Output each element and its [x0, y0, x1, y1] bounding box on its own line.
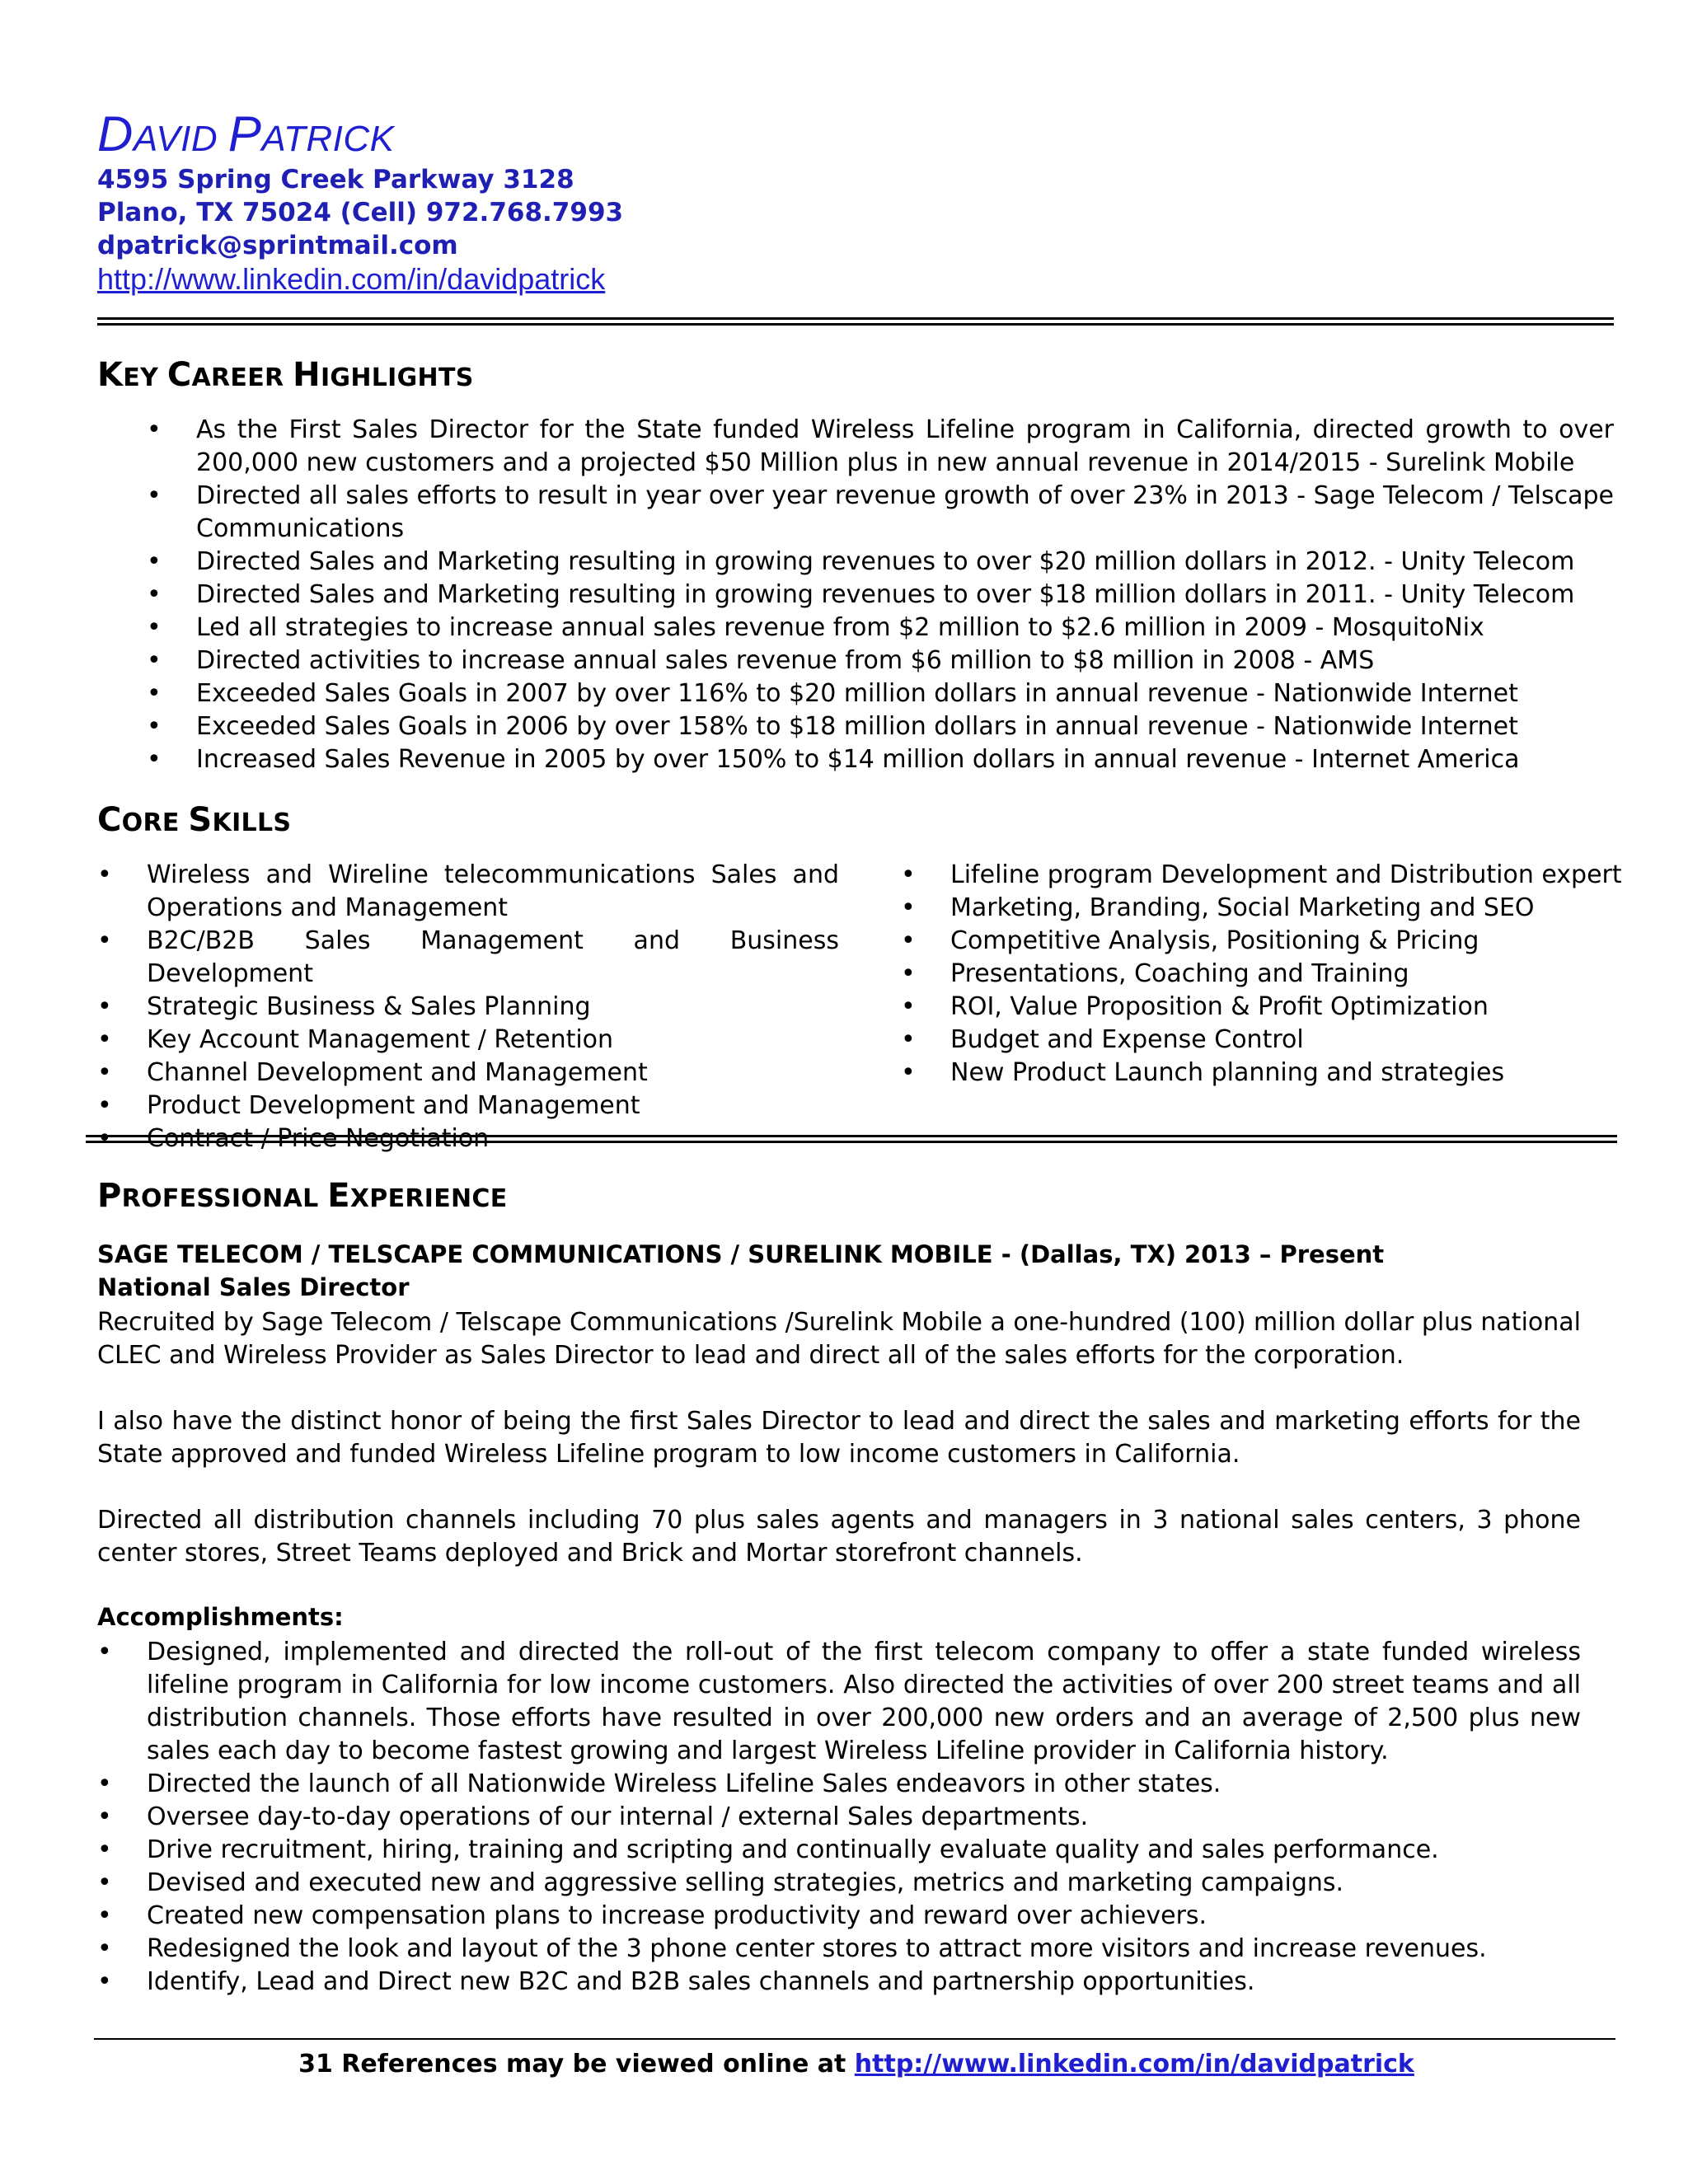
skills-list-right	[901, 859, 1626, 1090]
accomplishment-item	[97, 1933, 1581, 1966]
skill-item-text: ROI, Value Proposition & Profit Optimization	[950, 992, 1489, 1021]
skill-item-text: Marketing, Branding, Social Marketing and SEO	[950, 893, 1535, 922]
email-address: dpatrick@sprintmail.com	[97, 231, 458, 260]
bullet-icon: •	[901, 1025, 916, 1054]
bullet-icon: •	[901, 893, 916, 922]
highlight-item	[147, 612, 1614, 644]
bullet-icon: •	[97, 1638, 112, 1666]
experience-paragraph: Recruited by Sage Telecom / Telscape Communications /Surelink Mobile a one-hundred (100) million dollar plus national CLEC and Wireless Provider as Sales Director to lead and direct all of the sales efforts for the corporation.	[97, 1308, 1581, 1370]
bullet-icon: •	[147, 481, 162, 510]
highlight-item	[147, 644, 1614, 677]
bullet-icon: •	[97, 1124, 112, 1153]
skill-item	[97, 1024, 839, 1057]
bullet-icon: •	[901, 1058, 916, 1087]
highlight-item	[147, 710, 1614, 743]
accomplishment-item-text: Created new compensation plans to increase productivity and reward over achievers.	[147, 1901, 1207, 1930]
skill-item-text: New Product Launch planning and strategies	[950, 1058, 1505, 1087]
highlight-item	[147, 546, 1614, 579]
accomplishment-item-text: Identify, Lead and Direct new B2C and B2B sales channels and partnership opportunities.	[147, 1967, 1255, 1996]
skill-item	[97, 1090, 839, 1122]
highlights-title-rest: IGHLIGHTS	[320, 363, 474, 392]
skill-item	[901, 1024, 1626, 1057]
experience-title-rest: XPERIENCE	[349, 1184, 508, 1213]
bullet-icon: •	[901, 959, 916, 988]
experience-title-cap: E	[327, 1177, 350, 1215]
name-first-rest: AVID	[133, 119, 218, 159]
footer-divider	[94, 2038, 1615, 2040]
highlight-item	[147, 480, 1614, 546]
skill-item-text: Contract / Price Negotiation	[147, 1124, 490, 1153]
skill-item	[901, 958, 1626, 991]
skill-item-text: B2C/B2B Sales Management and Business Development	[147, 926, 839, 988]
highlight-item-text: As the First Sales Director for the State funded Wireless Lifeline program in California, directed growth to over 200,000 new customers and a projected $50 Million plus in new annual revenue in 2014/2015 - Surelink Mobile	[196, 415, 1614, 477]
bullet-icon: •	[901, 860, 916, 889]
skill-item-text: Strategic Business & Sales Planning	[147, 992, 591, 1021]
highlight-item-text: Directed activities to increase annual sales revenue from $6 million to $8 million in 2008 - AMS	[196, 646, 1375, 675]
bullet-icon: •	[147, 580, 162, 609]
employer-line: SAGE TELECOM / TELSCAPE COMMUNICATIONS / SURELINK MOBILE - (Dallas, TX) 2013 – Present	[97, 1240, 1385, 1268]
name-last-initial: P	[227, 106, 262, 162]
candidate-name	[97, 105, 394, 162]
skill-item-text: Wireless and Wireline telecommunications Sales and Operations and Management	[147, 860, 839, 922]
bullet-icon: •	[97, 992, 112, 1021]
bullet-icon: •	[147, 745, 162, 774]
accomplishments-list	[97, 1636, 1581, 1999]
skill-item	[97, 991, 839, 1024]
name-first-initial: D	[97, 106, 134, 162]
accomplishment-item-text: Directed the launch of all Nationwide Wireless Lifeline Sales endeavors in other states.	[147, 1769, 1221, 1798]
skill-item-text: Product Development and Management	[147, 1091, 640, 1120]
bullet-icon: •	[147, 415, 162, 444]
bullet-icon: •	[97, 1802, 112, 1831]
highlight-item	[147, 579, 1614, 612]
highlight-item	[147, 743, 1614, 776]
accomplishments-title: Accomplishments:	[97, 1603, 344, 1631]
accomplishment-item-text: Devised and executed new and aggressive selling strategies, metrics and marketing campaigns.	[147, 1868, 1344, 1897]
bullet-icon: •	[97, 1967, 112, 1996]
accomplishment-item	[97, 1966, 1581, 1999]
skill-item-text: Presentations, Coaching and Training	[950, 959, 1409, 988]
skill-item	[901, 925, 1626, 958]
linkedin-link[interactable]: http://www.linkedin.com/in/davidpatrick	[97, 262, 606, 296]
accomplishment-item-text: Designed, implemented and directed the roll-out of the first telecom company to offer a state funded wireless lifeline program in California for low income customers. Also directed the activities of over 200 street teams and all distribution channels. Those efforts have resulted in over 200,000 new orders and an average of 2,500 plus new sales each day to become fastest growing and largest Wireless Lifeline provider in California history.	[147, 1638, 1581, 1765]
highlight-item-text: Directed all sales efforts to result in year over year revenue growth of over 23% in 2013 - Sage Telecom / Telscape Communications	[196, 481, 1614, 543]
skill-item	[901, 991, 1626, 1024]
accomplishment-item	[97, 1636, 1581, 1768]
header-divider	[97, 317, 1614, 326]
highlight-item-text: Exceeded Sales Goals in 2007 by over 116% to $20 million dollars in annual revenue - Nationwide Internet	[196, 679, 1518, 708]
skill-item-text: Key Account Management / Retention	[147, 1025, 614, 1054]
bullet-icon: •	[97, 1868, 112, 1897]
highlights-list	[147, 414, 1614, 776]
bullet-icon: •	[147, 547, 162, 576]
footer-linkedin-link[interactable]: http://www.linkedin.com/in/davidpatrick	[854, 2050, 1414, 2079]
skill-item	[901, 859, 1626, 892]
accomplishment-item-text: Oversee day-to-day operations of our internal / external Sales departments.	[147, 1802, 1089, 1831]
highlights-title-cap: H	[293, 356, 321, 394]
skills-list-left	[97, 859, 839, 1155]
bullet-icon: •	[97, 926, 112, 955]
footer	[97, 2050, 1615, 2079]
experience-title-cap: P	[97, 1177, 122, 1215]
bullet-icon: •	[901, 992, 916, 1021]
experience-title-rest: ROFESSIONAL	[121, 1184, 328, 1213]
bullet-icon: •	[97, 1091, 112, 1120]
skills-title-rest: ORE	[121, 808, 189, 837]
bullet-icon: •	[97, 1901, 112, 1930]
highlight-item-text: Directed Sales and Marketing resulting in growing revenues to over $18 million dollars in 2011. - Unity Telecom	[196, 580, 1575, 609]
bullet-icon: •	[147, 679, 162, 708]
skill-item-text: Lifeline program Development and Distribution expert	[950, 860, 1622, 889]
accomplishment-item	[97, 1900, 1581, 1933]
city-phone-line: Plano, TX 75024 (Cell) 972.768.7993	[97, 198, 624, 227]
skills-title-cap: S	[188, 801, 213, 839]
name-last-rest: ATRICK	[261, 119, 395, 159]
bullet-icon: •	[97, 1058, 112, 1087]
bullet-icon: •	[97, 1025, 112, 1054]
skill-item	[901, 892, 1626, 925]
section-title-experience	[97, 1177, 508, 1215]
skills-divider	[86, 1135, 1617, 1143]
highlights-title-rest: EY	[123, 363, 167, 392]
highlight-item-text: Led all strategies to increase annual sales revenue from $2 million to $2.6 million in 2009 - MosquitoNix	[196, 613, 1484, 642]
accomplishment-item	[97, 1801, 1581, 1834]
footer-text: 31 References may be viewed online at	[298, 2050, 855, 2079]
accomplishment-item	[97, 1768, 1581, 1801]
bullet-icon: •	[97, 1835, 112, 1864]
highlight-item	[147, 677, 1614, 710]
highlight-item-text: Directed Sales and Marketing resulting in growing revenues to over $20 million dollars in 2012. - Unity Telecom	[196, 547, 1575, 576]
skills-title-rest: KILLS	[212, 808, 292, 837]
skill-item	[97, 1057, 839, 1090]
skill-item	[97, 925, 839, 991]
skill-item-text: Channel Development and Management	[147, 1058, 648, 1087]
experience-paragraph: I also have the distinct honor of being the first Sales Director to lead and direct the sales and marketing efforts for the State approved and funded Wireless Lifeline program to low income customers in California.	[97, 1407, 1581, 1469]
section-title-skills	[97, 801, 291, 839]
highlights-title-cap: C	[166, 356, 192, 394]
accomplishment-item-text: Drive recruitment, hiring, training and scripting and continually evaluate quality and sales performance.	[147, 1835, 1439, 1864]
section-title-highlights	[97, 356, 474, 394]
highlights-title-cap: K	[97, 356, 124, 394]
accomplishment-item	[97, 1834, 1581, 1867]
highlight-item-text: Increased Sales Revenue in 2005 by over 150% to $14 million dollars in annual revenue - Internet America	[196, 745, 1520, 774]
accomplishment-item	[97, 1867, 1581, 1900]
bullet-icon: •	[901, 926, 916, 955]
skill-item-text: Competitive Analysis, Positioning & Pricing	[950, 926, 1479, 955]
bullet-icon: •	[97, 860, 112, 889]
highlight-item-text: Exceeded Sales Goals in 2006 by over 158% to $18 million dollars in annual revenue - Nationwide Internet	[196, 712, 1518, 741]
bullet-icon: •	[97, 1769, 112, 1798]
highlights-title-rest: AREER	[191, 363, 293, 392]
bullet-icon: •	[147, 712, 162, 741]
highlight-item	[147, 414, 1614, 480]
bullet-icon: •	[147, 613, 162, 642]
experience-paragraph: Directed all distribution channels including 70 plus sales agents and managers in 3 national sales centers, 3 phone center stores, Street Teams deployed and Brick and Mortar storefront channels.	[97, 1506, 1581, 1568]
address-line: 4595 Spring Creek Parkway 3128	[97, 165, 574, 194]
bullet-icon: •	[97, 1934, 112, 1963]
bullet-icon: •	[147, 646, 162, 675]
accomplishment-item-text: Redesigned the look and layout of the 3 phone center stores to attract more visitors and increase revenues.	[147, 1934, 1487, 1963]
skill-item-text: Budget and Expense Control	[950, 1025, 1304, 1054]
skill-item	[97, 859, 839, 925]
skill-item	[901, 1057, 1626, 1090]
job-title: National Sales Director	[97, 1273, 410, 1301]
skills-title-cap: C	[97, 801, 122, 839]
